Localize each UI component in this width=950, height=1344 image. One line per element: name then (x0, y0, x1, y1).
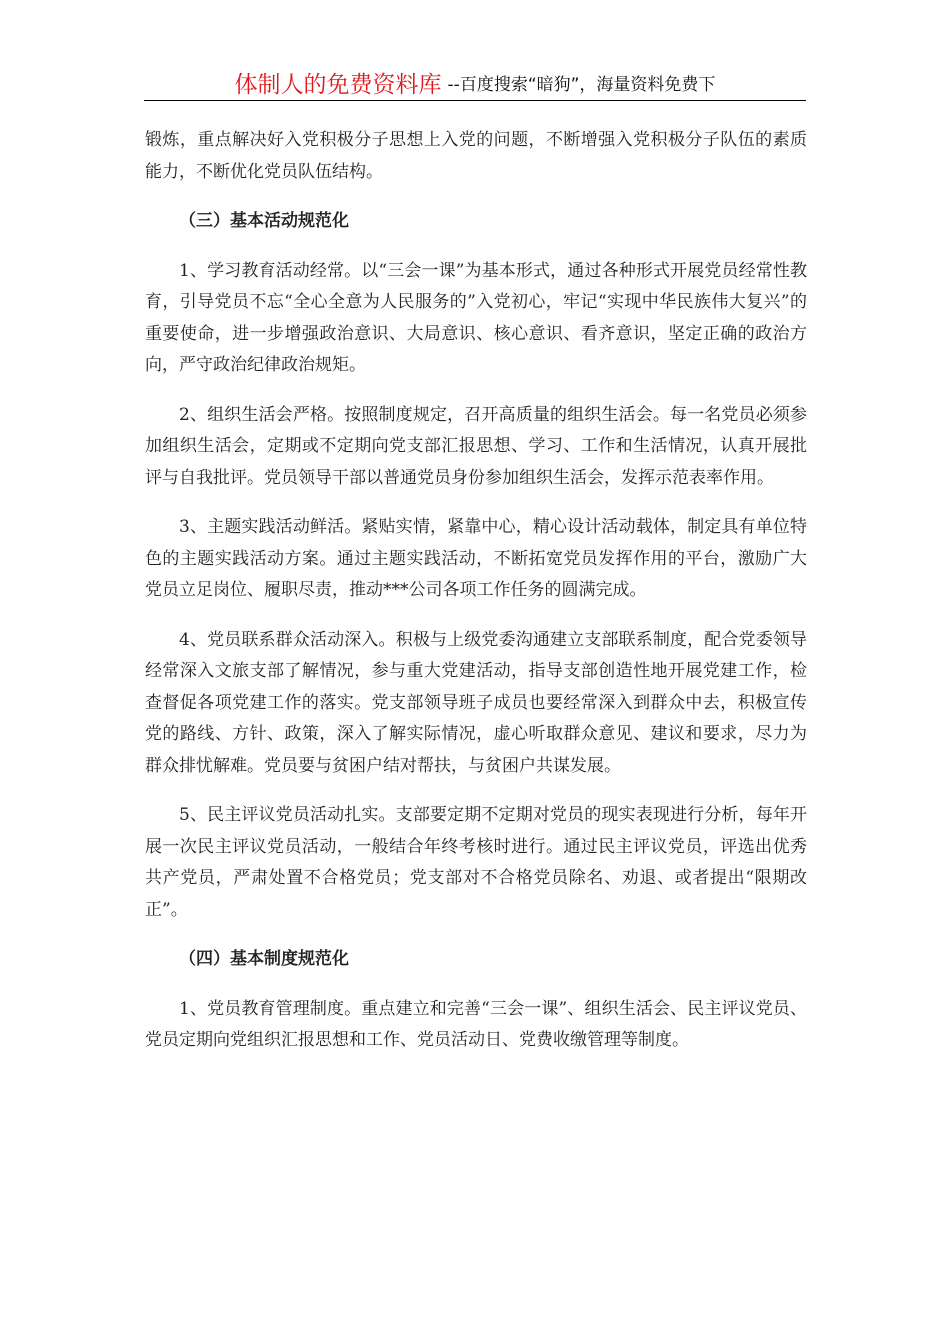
page-header (144, 66, 806, 101)
document-body (145, 125, 807, 1075)
section-4-item-1: 1、党员教育管理制度。重点建立和完善“三会一课”、组织生活会、民主评议党员、党员定期向党组织汇报思想和工作、党员活动日、党费收缴管理等制度。 (145, 998, 807, 1050)
section-3-heading: （三）基本活动规范化 (179, 211, 349, 231)
header-brand-title: 体制人的免费资料库 (234, 72, 442, 98)
header-tagline: --百度搜索“暗狗”，海量资料免费下 (447, 75, 716, 95)
section-3-item-5: 5、民主评议党员活动扎实。支部要定期不定期对党员的现实表现进行分析，每年开展一次民主评议党员活动，一般结合年终考核时进行。通过民主评议党员，评选出优秀共产党员，严肃处置不合格党员；党支部对不合格党员除名、劝退、或者提出“限期改正”。 (145, 805, 807, 920)
intro-continuation-paragraph: 锻炼，重点解决好入党积极分子思想上入党的问题，不断增强入党积极分子队伍的素质能力，不断优化党员队伍结构。 (145, 130, 807, 182)
section-3-item-1: 1、学习教育活动经常。以“三会一课”为基本形式，通过各种形式开展党员经常性教育，引导党员不忘“全心全意为人民服务的”入党初心，牢记“实现中华民族伟大复兴”的重要使命，进一步增强政治意识、大局意识、核心意识、看齐意识，坚定正确的政治方向，严守政治纪律政治规矩。 (145, 260, 807, 375)
section-3-item-3: 3、主题实践活动鲜活。紧贴实情，紧靠中心，精心设计活动载体，制定具有单位特色的主题实践活动方案。通过主题实践活动，不断拓宽党员发挥作用的平台，激励广大党员立足岗位、履职尽责，推动***公司各项工作任务的圆满完成。 (145, 517, 807, 600)
section-4-heading: （四）基本制度规范化 (179, 949, 349, 969)
section-3-item-2: 2、组织生活会严格。按照制度规定，召开高质量的组织生活会。每一名党员必须参加组织生活会，定期或不定期向党支部汇报思想、学习、工作和生活情况，认真开展批评与自我批评。党员领导干部以普通党员身份参加组织生活会，发挥示范表率作用。 (145, 404, 807, 488)
section-3-item-4: 4、党员联系群众活动深入。积极与上级党委沟通建立支部联系制度，配合党委领导经常深入文旅支部了解情况，参与重大党建活动，指导支部创造性地开展党建工作，检查督促各项党建工作的落实。党支部领导班子成员也要经常深入到群众中去，积极宣传党的路线、方针、政策，深入了解实际情况，虚心听取群众意见、建议和要求，尽力为群众排忧解难。党员要与贫困户结对帮扶，与贫困户共谋发展。 (145, 629, 807, 776)
